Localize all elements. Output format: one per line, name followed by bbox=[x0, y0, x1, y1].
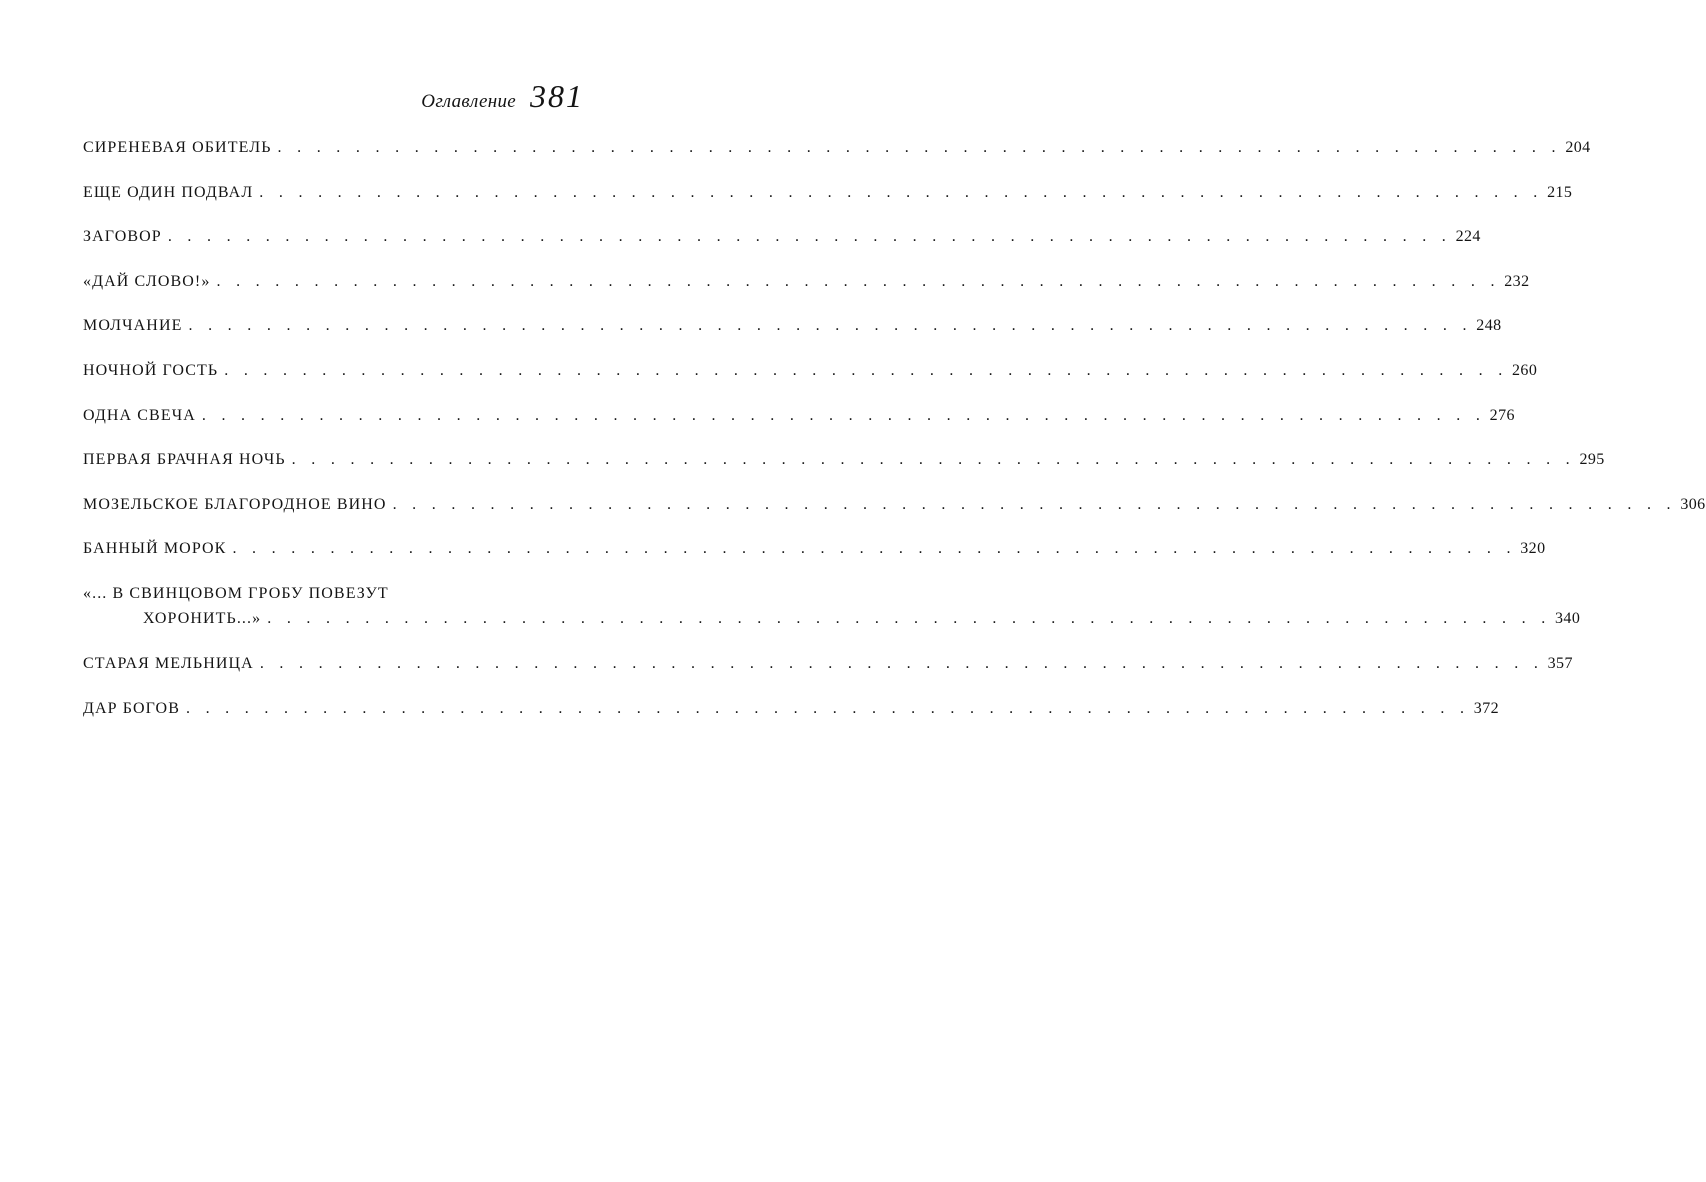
toc-entry-title: МОЗЕЛЬСКОЕ БЛАГОРОДНОЕ ВИНО bbox=[83, 495, 387, 513]
toc-entry[interactable] bbox=[83, 448, 1605, 493]
toc-entry-page: 295 bbox=[1579, 451, 1605, 469]
toc-entry-title: ДАР БОГОВ bbox=[83, 699, 180, 717]
toc-entry[interactable] bbox=[83, 652, 1573, 697]
toc-entry-page: 320 bbox=[1520, 540, 1546, 558]
toc-leader-dots: . . . . . . . . . . . . . . . . . . . . . . . . . . . . . . . . . . . . . . . . . . . . . . . . . . . . . . . . . . . . . . . . . . bbox=[259, 183, 1544, 201]
table-of-contents bbox=[83, 136, 1706, 741]
toc-entry-page: 204 bbox=[1565, 139, 1591, 156]
toc-entry-title: МОЛЧАНИЕ bbox=[83, 317, 183, 335]
toc-leader-dots: . . . . . . . . . . . . . . . . . . . . . . . . . . . . . . . . . . . . . . . . . . . . . . . . . . . . . . . . . . . . . . . . . . bbox=[291, 451, 1576, 469]
toc-entry-title: ПЕРВАЯ БРАЧНАЯ НОЧЬ bbox=[83, 451, 286, 469]
toc-entry[interactable] bbox=[83, 404, 1515, 449]
toc-entry-page: 372 bbox=[1473, 699, 1499, 717]
toc-leader-dots: . . . . . . . . . . . . . . . . . . . . . . . . . . . . . . . . . . . . . . . . . . . . . . . . . . . . . . . . . . . . . . . . . . bbox=[167, 228, 1452, 246]
toc-leader-dots: . . . . . . . . . . . . . . . . . . . . . . . . . . . . . . . . . . . . . . . . . . . . . . . . . . . . . . . . . . . . . . . . . . bbox=[188, 317, 1473, 335]
running-head-page-number: 381 bbox=[530, 78, 584, 114]
toc-entry-title: ОДНА СВЕЧА bbox=[83, 406, 196, 424]
toc-entry-title-line2: ХОРОНИТЬ...» bbox=[143, 609, 262, 627]
toc-entry-title: СИРЕНЕВАЯ ОБИТЕЛЬ bbox=[83, 139, 272, 156]
toc-leader-dots: . . . . . . . . . . . . . . . . . . . . . . . . . . . . . . . . . . . . . . . . . . . . . . . . . . . . . . . . . . . . . . . . . . bbox=[216, 272, 1501, 290]
toc-entry[interactable] bbox=[83, 493, 1706, 538]
toc-entry-page: 232 bbox=[1504, 272, 1530, 290]
toc-entry[interactable] bbox=[83, 314, 1502, 359]
toc-entry-page: 340 bbox=[1555, 609, 1581, 627]
toc-entry-title: ЕЩЕ ОДИН ПОДВАЛ bbox=[83, 183, 254, 201]
toc-entry[interactable] bbox=[83, 582, 1581, 652]
toc-entry-title: СТАРАЯ МЕЛЬНИЦА bbox=[83, 654, 254, 672]
toc-leader-dots: . . . . . . . . . . . . . . . . . . . . . . . . . . . . . . . . . . . . . . . . . . . . . . . . . . . . . . . . . . . . . . . . . . bbox=[267, 609, 1552, 627]
toc-entry-page: 248 bbox=[1476, 317, 1502, 335]
toc-leader-dots: . . . . . . . . . . . . . . . . . . . . . . . . . . . . . . . . . . . . . . . . . . . . . . . . . . . . . . . . . . . . . . . . . . bbox=[259, 654, 1544, 672]
toc-entry-page: 357 bbox=[1547, 654, 1573, 672]
toc-entry-page: 306 bbox=[1680, 495, 1706, 513]
running-head-title: Оглавление bbox=[421, 91, 516, 112]
toc-entry[interactable] bbox=[83, 697, 1499, 742]
toc-entry[interactable] bbox=[83, 359, 1538, 404]
toc-leader-dots: . . . . . . . . . . . . . . . . . . . . . . . . . . . . . . . . . . . . . . . . . . . . . . . . . . . . . . . . . . . . . . . . . . bbox=[185, 699, 1470, 717]
toc-leader-dots: . . . . . . . . . . . . . . . . . . . . . . . . . . . . . . . . . . . . . . . . . . . . . . . . . . . . . . . . . . . . . . . . . . bbox=[392, 495, 1677, 513]
toc-entry[interactable] bbox=[83, 136, 1591, 181]
toc-leader-dots: . . . . . . . . . . . . . . . . . . . . . . . . . . . . . . . . . . . . . . . . . . . . . . . . . . . . . . . . . . . . . . . . . . bbox=[201, 406, 1486, 424]
toc-entry-title: БАННЫЙ МОРОК bbox=[83, 540, 227, 558]
toc-entry[interactable] bbox=[83, 270, 1530, 315]
toc-entry-title: НОЧНОЙ ГОСТЬ bbox=[83, 361, 219, 379]
toc-entry-title: ЗАГОВОР bbox=[83, 228, 162, 246]
toc-leader-dots: . . . . . . . . . . . . . . . . . . . . . . . . . . . . . . . . . . . . . . . . . . . . . . . . . . . . . . . . . . . . . . . . . . bbox=[232, 540, 1517, 558]
toc-entry-title-line1: «... В СВИНЦОВОМ ГРОБУ ПОВЕЗУТ bbox=[83, 584, 389, 602]
toc-entry-page: 215 bbox=[1547, 183, 1573, 201]
toc-entry[interactable] bbox=[83, 181, 1573, 226]
running-head bbox=[83, 80, 584, 120]
toc-entry[interactable] bbox=[83, 225, 1481, 270]
toc-entry-continuation bbox=[83, 606, 1581, 632]
toc-entry-page: 260 bbox=[1512, 361, 1538, 379]
toc-entry-title: «ДАЙ СЛОВО!» bbox=[83, 272, 211, 290]
toc-leader-dots: . . . . . . . . . . . . . . . . . . . . . . . . . . . . . . . . . . . . . . . . . . . . . . . . . . . . . . . . . . . . . . . . . . bbox=[277, 139, 1562, 156]
toc-entry-page: 276 bbox=[1489, 406, 1515, 424]
toc-entry[interactable] bbox=[83, 537, 1546, 582]
toc-entry-page: 224 bbox=[1455, 228, 1481, 246]
toc-leader-dots: . . . . . . . . . . . . . . . . . . . . . . . . . . . . . . . . . . . . . . . . . . . . . . . . . . . . . . . . . . . . . . . . . . bbox=[224, 361, 1509, 379]
